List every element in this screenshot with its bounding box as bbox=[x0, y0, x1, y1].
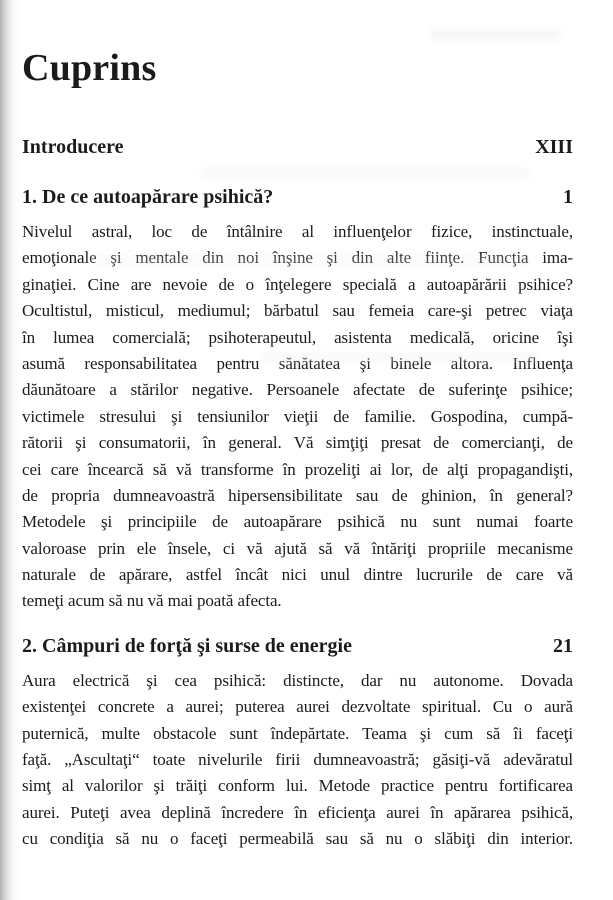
toc-summary-line: cu condiţia să nu o faceţi permeabilă sau să nu o slăbiţi din interior. bbox=[22, 829, 573, 849]
toc-summary-line: naturale de apărare, astfel încât nici unul dintre lucrurile de care vă bbox=[22, 565, 573, 585]
toc-summary-line: temeţi acum să nu vă mai poată afecta. bbox=[22, 591, 282, 611]
toc-summary-line: Nivelul astral, loc de întâlnire al influenţelor fizice, instinctuale, bbox=[22, 222, 573, 241]
toc-summary-line: valoroase prin ele însele, ci vă ajută să vă întăriţi propriile mecanisme bbox=[22, 538, 573, 558]
toc-summary-line: victimele stresului şi tensiunilor vieţii de familie. Gospodina, cumpă- bbox=[22, 406, 573, 426]
toc-summary-line: de propria dumneavoastră hipersensibilitate sau de ghinion, în general? bbox=[22, 485, 573, 505]
toc-summary-line: puternică, multe obstacole sunt îndepărtate. Teama şi cum să îi faceţi bbox=[22, 723, 573, 743]
toc-entry-label: 2. Câmpuri de forţă şi surse de energie bbox=[22, 634, 352, 657]
toc-summary-line: rătorii şi consumatorii, în general. Vă simţiţi presat de comercianţi, de bbox=[22, 433, 573, 453]
toc-entry-summary bbox=[22, 219, 573, 615]
toc-summary-line: dăunătoare a stărilor negative. Persoanele afectate de suferinţe psihice; bbox=[22, 380, 573, 400]
toc-summary-line: ginaţiei. Cine are nevoie de o înţelegere specială a autoapărării psihice? bbox=[22, 274, 573, 294]
page-showthrough bbox=[430, 28, 560, 40]
toc-entry-page-number: XIII bbox=[535, 136, 573, 158]
toc-summary-line: în lumea comercială; psihoterapeutul, asistenta medicală, oricine îşi bbox=[22, 327, 573, 347]
toc-entry-label: Introducere bbox=[22, 136, 124, 158]
toc-entry-page-number: 1 bbox=[563, 186, 573, 208]
toc-summary-line: aurei. Puteţi avea deplină încredere în eficienţa aurei în apărarea psihică, bbox=[22, 802, 573, 822]
toc-entry-chapter-1 bbox=[22, 184, 573, 615]
toc-entry-introducere bbox=[22, 134, 573, 160]
toc-entry-summary bbox=[22, 668, 573, 853]
toc-summary-line: simţ al valorilor şi trăiţi conform lui. Metode practice pentru fortificarea bbox=[22, 776, 573, 796]
page-showthrough bbox=[200, 168, 530, 179]
toc-entry-page-number: 21 bbox=[553, 634, 573, 657]
toc-summary-line: Ocultistul, misticul, mediumul; bărbatul sau femeia care-şi petrec viaţa bbox=[22, 301, 573, 321]
toc-summary-line: emoţionale şi mentale din noi înşine şi din alte fiinţe. Funcţia ima- bbox=[22, 248, 573, 268]
toc-summary-line: Metodele şi principiile de autoapărare psihică nu sunt numai foarte bbox=[22, 512, 573, 532]
page-title: Cuprins bbox=[22, 47, 157, 89]
toc-summary-line: cei care încearcă să vă transforme în prozeliţi ai lor, de alţi propagandişti, bbox=[22, 459, 573, 479]
toc-entry-label: 1. De ce autoapărare psihică? bbox=[22, 186, 274, 208]
toc-summary-line: asumă responsabilitatea pentru sănătatea şi binele altora. Influenţa bbox=[22, 353, 573, 373]
toc-summary-line: Aura electrică şi cea psihică: distincte, dar nu autonome. Dovada bbox=[22, 670, 573, 690]
toc-summary-line: existenţei concrete a aurei; puterea aurei dezvoltate spiritual. Cu o aură bbox=[22, 697, 573, 717]
toc-entry-chapter-2 bbox=[22, 633, 573, 853]
page-binding-shadow bbox=[0, 0, 20, 900]
toc-summary-line: faţă. „Ascultaţi“ toate nivelurile firii dumneavoastră; găsiţi-vă adevăratul bbox=[22, 750, 573, 770]
